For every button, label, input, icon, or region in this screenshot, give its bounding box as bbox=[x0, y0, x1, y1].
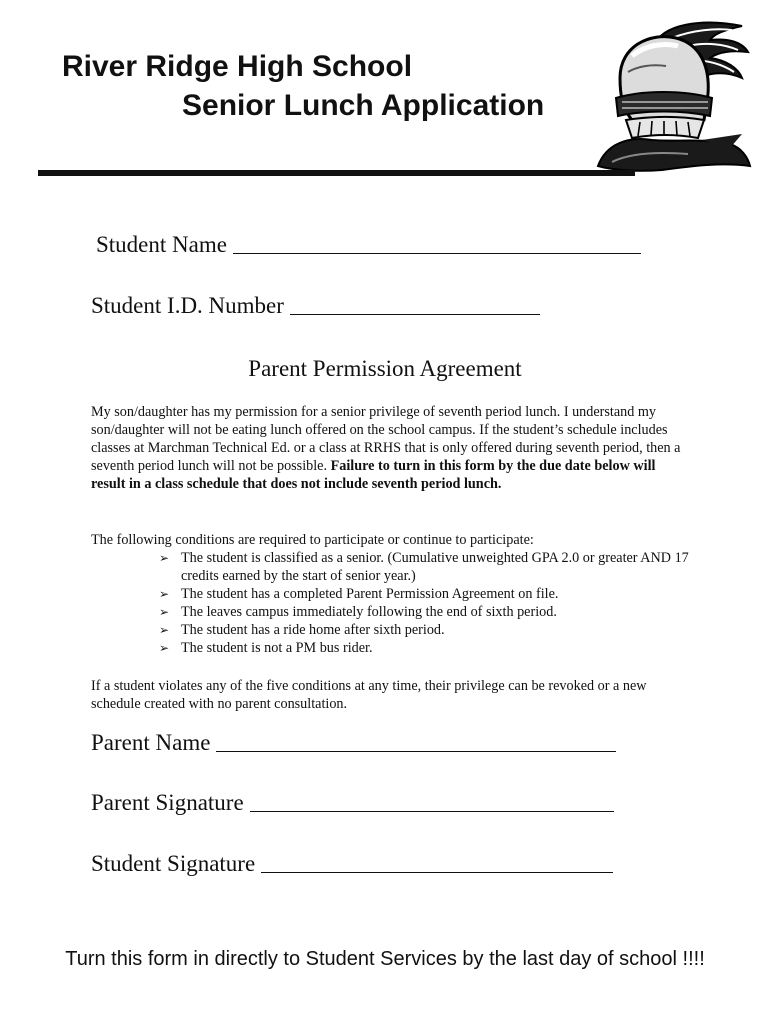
student-name-line[interactable] bbox=[233, 253, 641, 254]
parent-signature-line[interactable] bbox=[250, 811, 614, 812]
condition-item: ➢ The student has a completed Parent Permission Agreement on file. bbox=[159, 586, 559, 602]
conditions-list bbox=[91, 549, 691, 657]
student-signature-line[interactable] bbox=[261, 872, 613, 873]
parent-signature-field[interactable] bbox=[91, 790, 614, 816]
parent-name-field[interactable] bbox=[91, 730, 616, 756]
form-title-heading: Senior Lunch Application bbox=[182, 89, 545, 122]
student-signature-label: Student Signature bbox=[91, 851, 256, 876]
condition-item: ➢ The student has a ride home after sixth period. bbox=[159, 622, 445, 638]
revocation-paragraph: If a student violates any of the five conditions at any time, their privilege can be revoked or a new schedule created with no parent consultation. bbox=[91, 678, 647, 712]
condition-item: ➢ The student is classified as a senior. (Cumulative unweighted GPA 2.0 or greater AND 17 credits earned by the start of senior year.) bbox=[159, 550, 689, 584]
student-id-field[interactable] bbox=[91, 293, 540, 319]
parent-signature-label: Parent Signature bbox=[91, 790, 244, 815]
school-name-heading: River Ridge High School bbox=[62, 50, 413, 83]
arrow-bullet-icon: ➢ bbox=[159, 641, 170, 655]
student-id-line[interactable] bbox=[290, 314, 540, 315]
arrow-bullet-icon: ➢ bbox=[159, 551, 170, 565]
conditions-section bbox=[91, 531, 691, 657]
agreement-paragraph: My son/daughter has my permission for a senior privilege of seventh period lunch. I understand my son/daughter will not be eating lunch offered on the school campus. If the student’s schedule includes classes at Marchman Technical Ed. or a class at RRHS that is only offered during seventh period, then a seventh period lunch will not be possible. Failure to turn in this form by the due date below will result in a class schedule that does not include seventh period lunch. bbox=[91, 404, 681, 492]
student-signature-field[interactable] bbox=[91, 851, 613, 877]
deadline-warning: Failure to turn in this form by the due date below will result in a class schedule that does not include seventh period lunch. bbox=[91, 458, 656, 492]
knight-helmet-logo-icon bbox=[592, 16, 752, 172]
arrow-bullet-icon: ➢ bbox=[159, 623, 170, 637]
student-name-label: Student Name bbox=[96, 232, 227, 257]
student-name-field[interactable] bbox=[96, 232, 641, 258]
parent-name-label: Parent Name bbox=[91, 730, 211, 755]
arrow-bullet-icon: ➢ bbox=[159, 587, 170, 601]
condition-item: ➢ The student is not a PM bus rider. bbox=[159, 640, 373, 656]
header-divider bbox=[38, 170, 635, 176]
submission-instruction: Turn this form in directly to Student Services by the last day of school !!!! bbox=[65, 948, 705, 970]
arrow-bullet-icon: ➢ bbox=[159, 605, 170, 619]
agreement-title: Parent Permission Agreement bbox=[248, 356, 522, 381]
condition-item: ➢ The leaves campus immediately following the end of sixth period. bbox=[159, 604, 557, 620]
student-id-label: Student I.D. Number bbox=[91, 293, 284, 318]
parent-name-line[interactable] bbox=[216, 751, 616, 752]
conditions-intro: The following conditions are required to participate or continue to participate: bbox=[91, 532, 534, 548]
